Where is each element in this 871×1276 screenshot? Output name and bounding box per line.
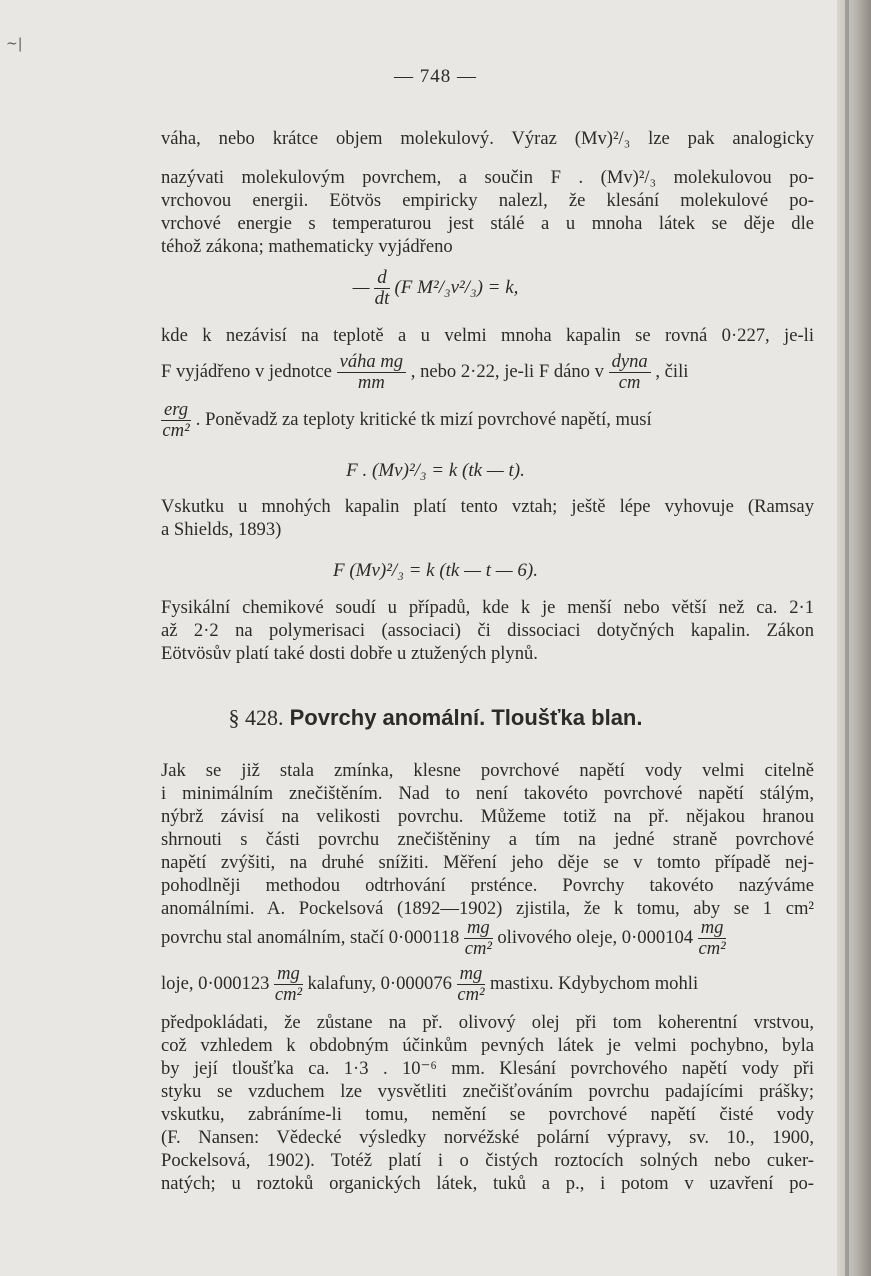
text-line: Eötvösův platí také dosti dobře u ztužených plynů. <box>161 643 538 664</box>
text-line: vrchovou energii. Eötvös empiricky nalezl, že klesání molekulové po- <box>161 190 814 211</box>
section-title: Povrchy anomální. Tloušťka blan. <box>289 705 643 730</box>
text-line: nazývati molekulovým povrchem, a součin F . (Mv)²/₃ molekulovou po- <box>161 167 814 188</box>
text-line-fractions: F vyjádřeno v jednotce $\frac{\text{váha mg}}{mm}$ , nebo 2·22, je-li F dáno v $\frac{\text{dyna}}{cm}$ , čili <box>161 351 689 393</box>
text-line-fractions: $\frac{\text{erg}}{\text{cm²}}$ . Poněvadž za teploty kritické tk mizí povrchové napětí, musí <box>162 399 652 441</box>
frac-num: d <box>374 268 390 289</box>
text-line: kde k nezávisí na teplotě a u velmi mnoha kapalin se rovná 0·227, je-li <box>161 325 814 346</box>
text-line: Fysikální chemikové soudí u případů, kde k je menší nebo větší než ca. 2·1 <box>161 597 814 618</box>
text-line: (F. Nansen: Vědecké výsledky norvéžské polární výpravy, sv. 10., 1900, <box>161 1127 814 1148</box>
margin-mark: ~| <box>6 36 23 52</box>
text-line: nýbrž závisí na velikosti povrchu. Můžeme totiž na př. nějakou hranou <box>161 806 814 827</box>
equation-ramsay-shields: F (Mv)²/₃ = k (tk — t — 6). <box>332 560 539 581</box>
text-line: Jak se již stala zmínka, klesne povrchové napětí vody velmi citelně <box>161 760 814 781</box>
section-heading <box>0 705 871 731</box>
text-line: by její tloušťka ca. 1·3 . 10⁻⁶ mm. Klesání povrchového napětí vody při <box>161 1058 814 1079</box>
text-line: napětí zvýšiti, na druhé snížiti. Měření jeho děje se v tomto případě nej- <box>161 852 814 873</box>
text-line: vskutku, zabráníme-li tomu, nemění se povrchové napětí čisté vody <box>161 1104 814 1125</box>
text-line: což vzhledem k obdobným účinkům pevných látek je velmi pochybno, byla <box>161 1035 814 1056</box>
text-line: až 2·2 na polymerisaci (associaci) či dissociaci dotyčných kapalin. Zákon <box>161 620 814 641</box>
text-line: vrchové energie s temperaturou jest stálé a u mnoha látek se děje dle <box>161 213 814 234</box>
text-line: váha, nebo krátce objem molekulový. Výraz (Mv)²/₃ lze pak analogicky <box>161 128 814 149</box>
text-line-fractions: loje, 0·000123 $\frac{mg}{\text{cm²}}$ kalafuny, 0·000076 $\frac{mg}{\text{cm²}}$ mastixu. Kdybychom mohli <box>161 963 699 1005</box>
page-number: — 748 — <box>394 66 477 87</box>
equation-eotvos-derivative: — $\frac{d}{dt}$ (F M²/₃v²/₃) = k, <box>352 267 519 309</box>
section-number: § 428. <box>228 705 284 730</box>
text-line: i minimálním znečištěním. Nad to není takovéto povrchové napětí stálým, <box>161 783 814 804</box>
page-edge-shadow <box>845 0 849 1276</box>
text-line: předpokládati, že zůstane na př. olivový olej při tom koherentní vrstvou, <box>161 1012 814 1033</box>
text-line: téhož zákona; mathematicky vyjádřeno <box>161 236 453 257</box>
text-line: anomálními. A. Pockelsová (1892—1902) zjistila, že k tomu, aby se 1 cm² <box>161 898 814 919</box>
text-line-fractions: povrchu stal anomálním, stačí 0·000118 $\frac{mg}{\text{cm²}}$ olivového oleje, 0·000104 $\frac{mg}{\text{cm²}}$ <box>161 917 726 959</box>
equation-critical-temperature: F . (Mv)²/₃ = k (tk — t). <box>346 460 525 481</box>
text-line: shrnouti s části povrchu znečištěniny a tím na jedné straně povrchové <box>161 829 814 850</box>
frac-den: dt <box>374 288 390 309</box>
text-line: styku se vzduchem lze vysvětliti znečišťováním povrchu padajícími prášky; <box>161 1081 814 1102</box>
text-line: Vskutku u mnohých kapalin platí tento vztah; ještě lépe vyhovuje (Ramsay <box>161 496 814 517</box>
text-line: natých; u roztoků organických látek, tuků a p., i potom v uzavření po- <box>161 1173 814 1194</box>
text-line: a Shields, 1893) <box>161 519 282 540</box>
text-line: Pockelsová, 1902). Totéž platí i o čistých roztocích solných nebo cuker- <box>161 1150 814 1171</box>
text-line: pohodlněji methodou odtrhování prsténce. Povrchy takovéto nazýváme <box>161 875 814 896</box>
page-edge <box>837 0 871 1276</box>
